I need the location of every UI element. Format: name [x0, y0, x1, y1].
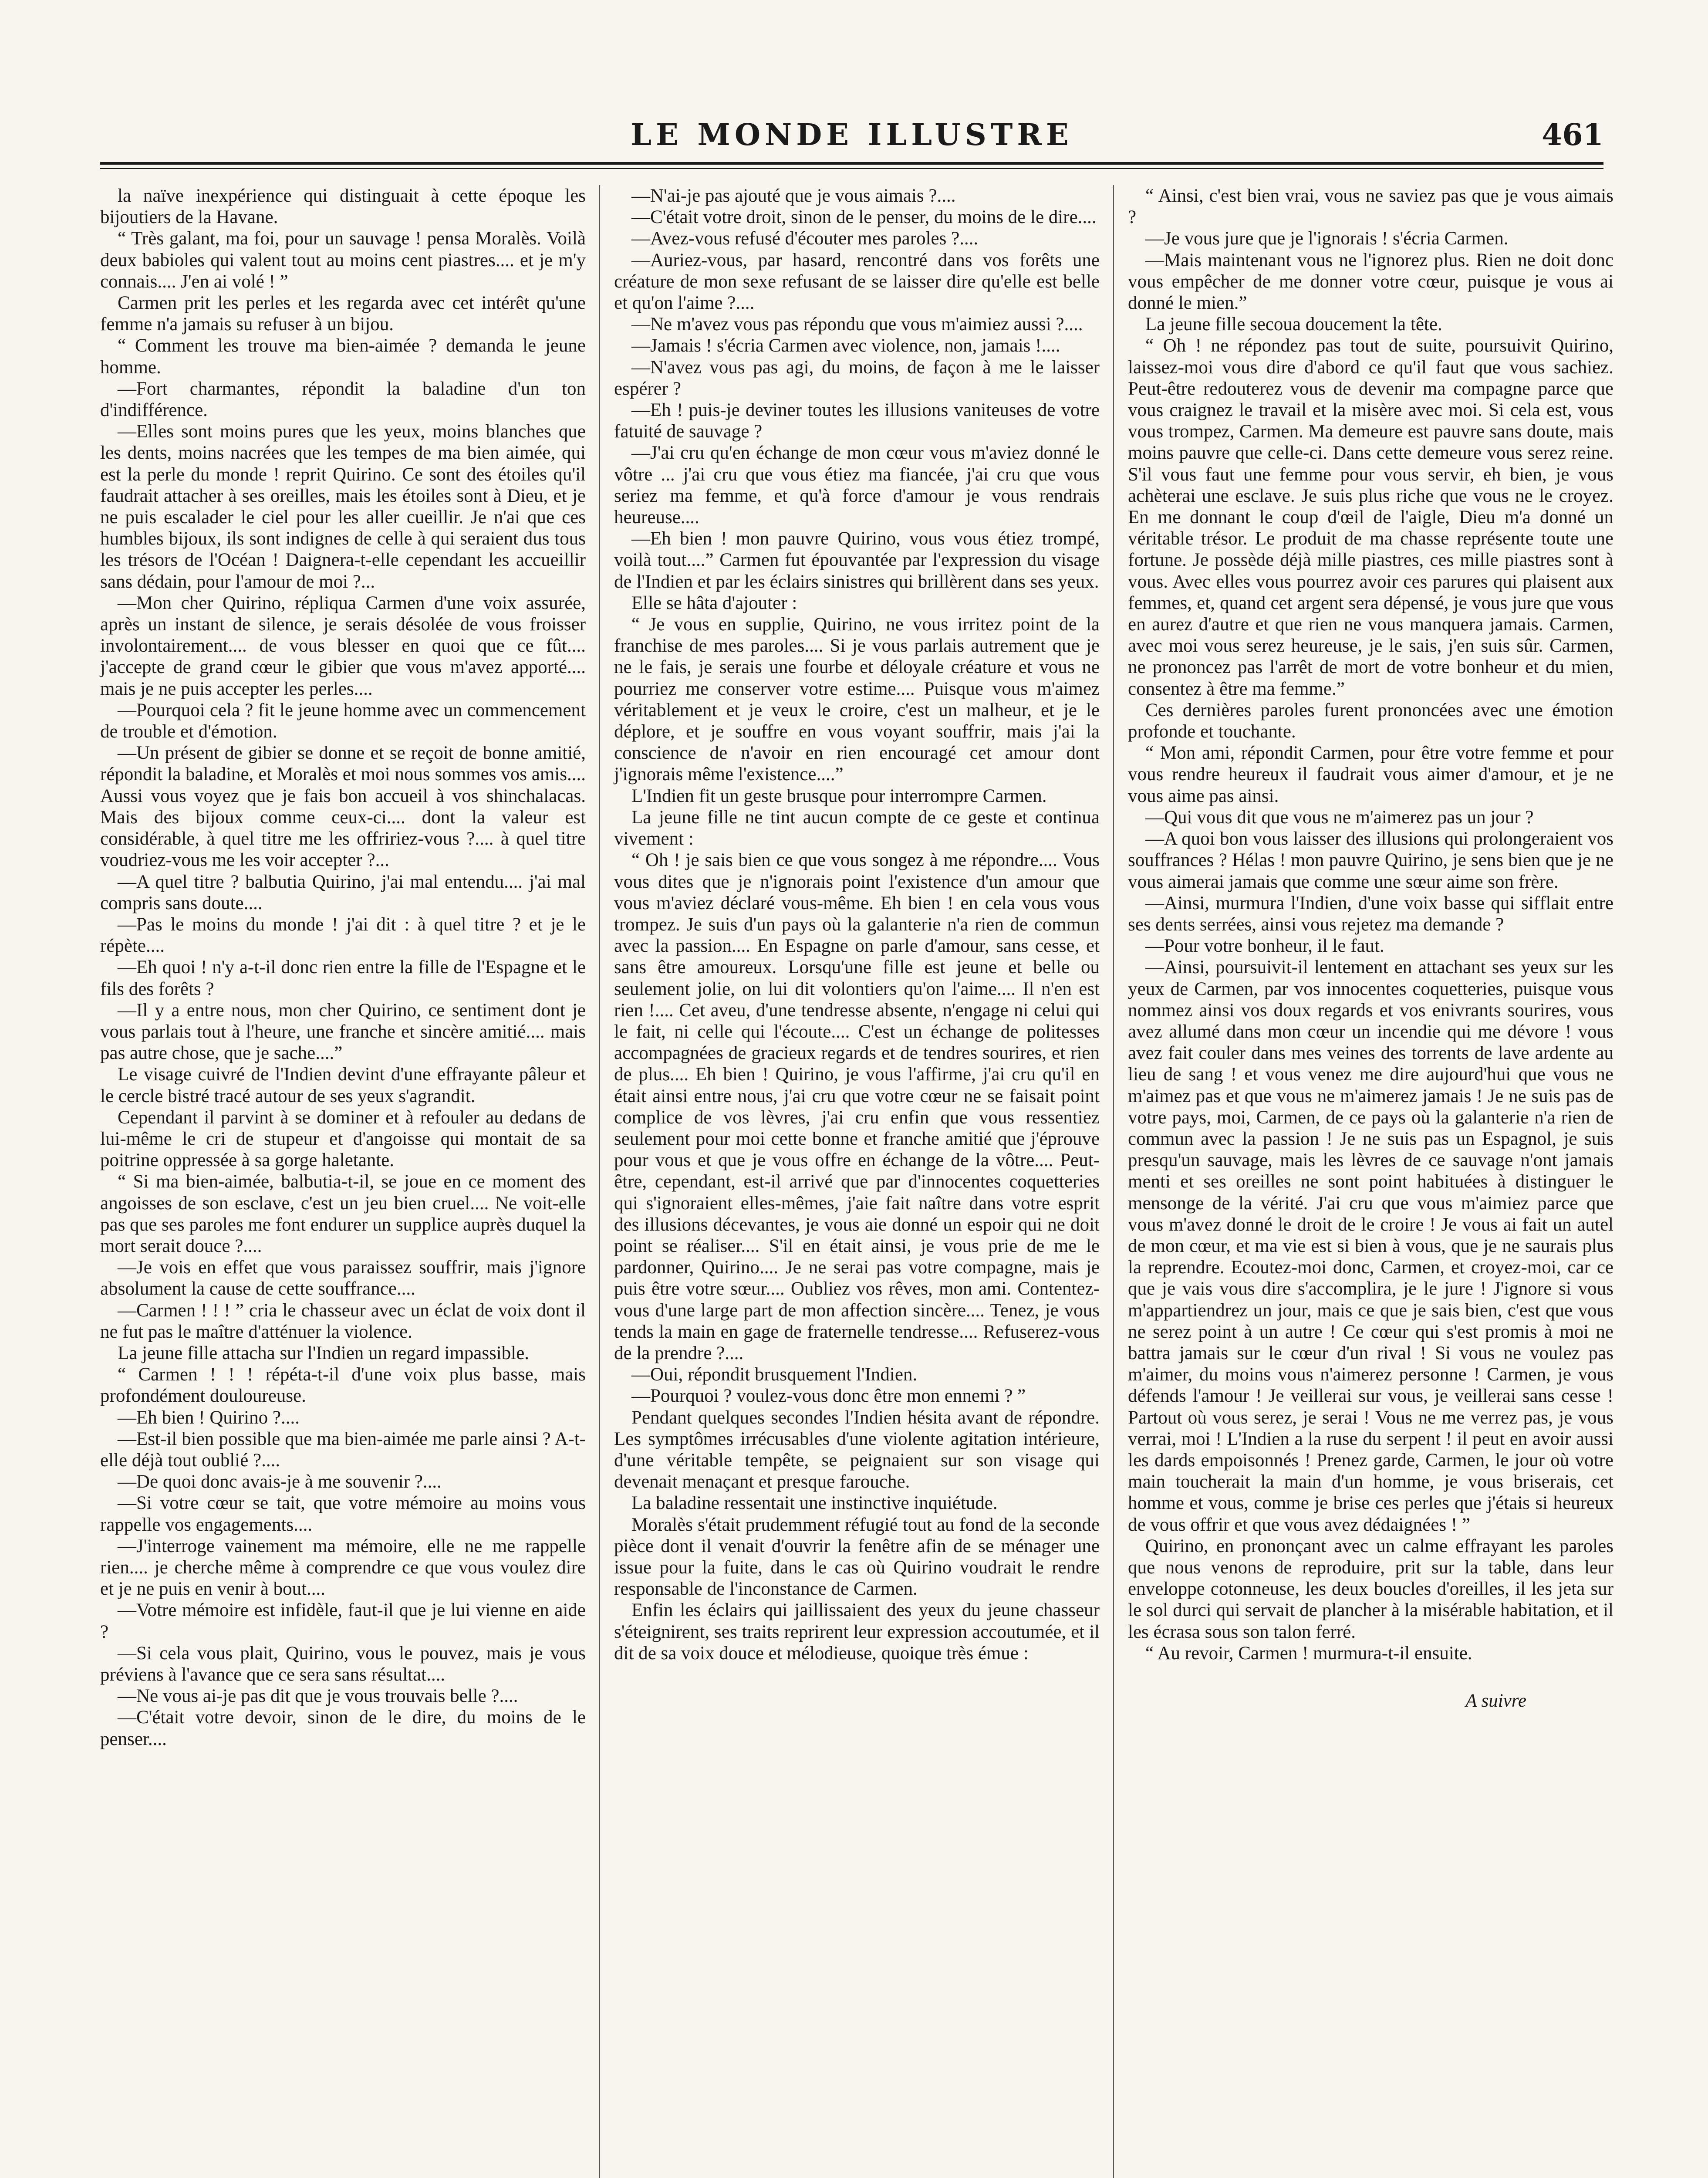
- paragraph: —N'ai-je pas ajouté que je vous aimais ?....: [631, 186, 956, 206]
- paragraph: L'Indien fit un geste brusque pour interrompre Carmen.: [631, 785, 1047, 806]
- paragraph: —Votre mémoire est infidèle, faut-il que je lui vienne en aide ?: [100, 1600, 586, 1642]
- paragraph: Carmen prit les perles et les regarda avec cet intérêt qu'une femme n'a jamais su refuser à un bijou.: [100, 293, 586, 335]
- continued-note: A suivre: [1465, 1691, 1526, 1711]
- text-column-2: [614, 185, 1100, 1664]
- paragraph: —Oui, répondit brusquement l'Indien.: [631, 1364, 918, 1385]
- column-divider: [599, 185, 600, 2178]
- paragraph: —Il y a entre nous, mon cher Quirino, ce sentiment dont je vous parlais tout à l'heure, une franche et sincère amitié.... mais pas autre chose, que je sache....”: [100, 1000, 586, 1064]
- paragraph: —Jamais ! s'écria Carmen avec violence, non, jamais !....: [631, 335, 1060, 356]
- paragraph: “ Si ma bien-aimée, balbutia-t-il, se joue en ce moment des angoisses de son esclave, c'est un jeu bien cruel.... Ne voit-elle pas que ses paroles me font endurer un supplice auprès duquel la mort serait douce ?....: [100, 1171, 586, 1256]
- paragraph: —Pourquoi ? voulez-vous donc être mon ennemi ? ”: [631, 1386, 1026, 1407]
- paragraph: —Je vois en effet que vous paraissez souffrir, mais j'ignore absolument la cause de cette souffrance....: [100, 1257, 586, 1299]
- paragraph: —A quel titre ? balbutia Quirino, j'ai mal entendu.... j'ai mal compris sans doute....: [100, 871, 586, 913]
- paragraph: —Auriez-vous, par hasard, rencontré dans vos forêts une créature de mon sexe refusant de se laisser dire qu'elle est belle et qu'on l'aime ?....: [614, 250, 1100, 314]
- paragraph: “ Très galant, ma foi, pour un sauvage ! pensa Moralès. Voilà deux babioles qui valent tout au moins cent piastres.... et je m'y connais.... J'en ai volé ! ”: [100, 228, 586, 292]
- text-column-3: [1128, 185, 1613, 1711]
- paragraph: —Un présent de gibier se donne et se reçoit de bonne amitié, répondit la baladine, et Moralès et moi nous sommes vos amis.... Aussi vous voyez que je fais bon accueil à vos shinchalacas. Mais des bijoux comme ceux-ci.... dont la valeur est considérable, à quel titre me les offririez-vous ?.... à quel titre voudriez-vous me les voir accepter ?...: [100, 743, 586, 871]
- paragraph: —Ainsi, poursuivit-il lentement en attachant ses yeux sur les yeux de Carmen, par vos innocentes coquetteries, puisque vous nommez ainsi vos doux regards et vos enivrants sourires, vous avez allumé dans mon cœur un incendie qui me dévore ! vous avez fait couler dans mes veines des torrents de lave ardente au lieu de sang ! et vous venez me dire aujourd'hui que vous ne m'aimez pas et que vous ne m'aimerez jamais ! Je ne suis pas de votre pays, moi, Carmen, de ce pays où la galanterie n'a rien de commun avec la passion ! Je ne suis pas un Espagnol, je suis presqu'un sauvage, mais les lèvres de ce sauvage n'ont jamais menti et ses oreilles ne sont point habituées à distinguer le mensonge de la vérité. J'ai cru que vous m'aimiez parce que vous m'avez donné le droit de le croire ! Je vous ai fait un autel de mon cœur, et ma vie est si bien à vous, que je ne saurais plus la reprendre. Ecoutez-moi donc, Carmen, et croyez-moi, car ce que je vais vous dire s'accomplira, je le jure ! J'ignore si vous m'appartiendrez un jour, mais ce que je sais bien, c'est que vous ne serez point à un autre ! Ce cœur qui s'est promis à moi ne battra jamais sur le cœur d'un rival ! Si vous ne voulez pas m'aimer, du moins vous n'aimerez personne ! Carmen, je vous défends l'amour ! Je veillerai sur vous, je veillerai sans cesse ! Partout où vous serez, je serai ! Vous ne me verrez pas, je vous verrai, moi ! L'Indien a la ruse du serpent ! il peut en avoir aussi les dards empoisonnés ! Prenez garde, Carmen, le jour où votre main toucherait la main d'un homme, je vous briserais, cet homme et vous, comme je brise ces perles que j'étais si heureux de vous offrir et que vous avez dédaignées ! ”: [1128, 957, 1613, 1535]
- paragraph: —Pas le moins du monde ! j'ai dit : à quel titre ? et je le répète....: [100, 914, 586, 957]
- paragraph: —Ne vous ai-je pas dit que je vous trouvais belle ?....: [118, 1686, 518, 1707]
- paragraph: La jeune fille attacha sur l'Indien un regard impassible.: [118, 1343, 530, 1363]
- paragraph: —J'interroge vainement ma mémoire, elle ne me rappelle rien.... je cherche même à comprendre ce que vous voulez dire et je ne puis en venir à bout....: [100, 1535, 586, 1600]
- paragraph: —C'était votre devoir, sinon de le dire, du moins de le penser....: [100, 1707, 586, 1749]
- paragraph: —Ainsi, murmura l'Indien, d'une voix basse qui sifflait entre ses dents serrées, ainsi vous rejetez ma demande ?: [1128, 893, 1613, 935]
- paragraph: —Pour votre bonheur, il le faut.: [1145, 936, 1384, 957]
- paragraph: —Eh bien ! Quirino ?....: [118, 1407, 300, 1428]
- paragraph: Le visage cuivré de l'Indien devint d'une effrayante pâleur et le cercle bistré tracé autour de ses yeux s'agrandit.: [100, 1064, 586, 1106]
- paragraph: —Eh ! puis-je deviner toutes les illusions vaniteuses de votre fatuité de sauvage ?: [614, 400, 1100, 442]
- paragraph: —Si votre cœur se tait, que votre mémoire au moins vous rappelle vos engagements....: [100, 1493, 586, 1535]
- paragraph: La jeune fille ne tint aucun compte de ce geste et continua vivement :: [614, 807, 1100, 849]
- paragraph: —A quoi bon vous laisser des illusions qui prolongeraient vos souffrances ? Hélas ! mon pauvre Quirino, je sens bien que je ne vous aimerai jamais que comme une sœur aime son frère.: [1128, 829, 1613, 892]
- paragraph: “ Oh ! ne répondez pas tout de suite, poursuivit Quirino, laissez-moi vous dire d'abord ce qu'il faut que vous sachiez. Peut-être redouterez vous de devenir ma compagne parce que vous craignez le travail et la misère avec moi. Si cela est, vous vous trompez, Carmen. Ma demeure est pauvre sans doute, mais moins pauvre que celle-ci. Dans cette demeure vous serez reine. S'il vous faut une femme pour vous servir, eh bien, je vous achèterai une esclave. Je suis plus riche que vous ne le croyez. En me donnant le coup d'œil de l'aigle, Dieu m'a donné un véritable trésor. Le produit de ma chasse représente toute une fortune. Je possède déjà mille piastres, ces mille piastres sont à vous. Avec elles vous pourrez avoir ces parures qui plaisent aux femmes, et, quand cet argent sera dépensé, je vous jure que vous en aurez d'autre et que rien ne vous manquera jamais. Carmen, avec moi vous serez heureuse, je le sais, j'en suis sûr. Carmen, ne prononcez pas l'arrêt de mort de votre bonheur et du mien, consentez à être ma femme.”: [1128, 335, 1613, 699]
- paragraph: —Eh bien ! mon pauvre Quirino, vous vous étiez trompé, voilà tout....” Carmen fut épouvantée par l'expression du visage de l'Indien et par les éclairs sinistres qui brillèrent dans ses yeux.: [614, 528, 1100, 592]
- header-rule-thick: [100, 162, 1603, 165]
- page-header: [100, 109, 1603, 157]
- header-rule-thin: [100, 168, 1603, 169]
- paragraph: —Est-il bien possible que ma bien-aimée me parle ainsi ? A-t-elle déjà tout oublié ?....: [100, 1428, 586, 1471]
- paragraph: —Avez-vous refusé d'écouter mes paroles ?....: [631, 228, 979, 249]
- paragraph: “ Oh ! je sais bien ce que vous songez à me répondre.... Vous vous dites que je n'ignorais point l'existence d'un amour que vous m'aviez déclaré vous-même. Eh bien ! en cela vous vous trompez. Je suis d'un pays où la galanterie n'a rien de commun avec la passion.... En Espagne on parle d'amour, sans cesse, et sans être amoureux. Lorsqu'une fille est jeune et belle ou seulement jolie, on lui dit volontiers qu'on l'aime.... Il n'en est rien !.... Cet aveu, d'une tendresse absente, n'engage ni celui qui le fait, ni celle qui l'écoute.... C'est un échange de politesses accompagnées de gracieux regards et de tendres sourires, et rien de plus.... Eh bien ! Quirino, je vous l'affirme, j'ai cru qu'il en était ainsi entre nous, j'ai cru que votre cœur ne se faisait point complice de vos lèvres, j'ai cru enfin que vous ressentiez seulement pour moi cette bonne et franche amitié que j'éprouve pour vous et que je vous offre en échange de la vôtre.... Peut-être, cependant, est-il arrivé que par d'innocentes coquetteries qui s'ignoraient elles-mêmes, j'aie fait naître dans votre esprit des illusions décevantes, je vous aie donné un espoir qui ne doit point se réaliser.... S'il en était ainsi, je vous prie de me le pardonner, Quirino.... Je ne serai pas votre compagne, mais je puis être votre sœur.... Oubliez vos rêves, mon ami. Contentez-vous d'une large part de mon affection sincère.... Tenez, je vous tends la main en gage de fraternelle tendresse.... Refuserez-vous de la prendre ?....: [614, 850, 1100, 1363]
- paragraph: Cependant il parvint à se dominer et à refouler au dedans de lui-même le cri de stupeur et d'angoisse qui montait de sa poitrine oppressée à sa gorge haletante.: [100, 1107, 586, 1171]
- paragraph: Pendant quelques secondes l'Indien hésita avant de répondre. Les symptômes irrécusables d'une violente agitation intérieure, d'une véritable tempête, se peignaient sur son visage qui devenait menaçant et presque farouche.: [614, 1407, 1100, 1492]
- paragraph: —Ne m'avez vous pas répondu que vous m'aimiez aussi ?....: [631, 314, 1083, 335]
- column-divider: [1113, 185, 1114, 2178]
- paragraph: —Mon cher Quirino, répliqua Carmen d'une voix assurée, après un instant de silence, je serais désolée de vous froisser involontairement.... de vous blesser en quoi que ce fût.... j'accepte de grand cœur le gibier que vous m'avez apporté.... mais je ne puis accepter les perles....: [100, 592, 586, 699]
- page-number: 461: [1542, 118, 1603, 152]
- paragraph: —De quoi donc avais-je à me souvenir ?....: [118, 1471, 442, 1492]
- paragraph: —Je vous jure que je l'ignorais ! s'écria Carmen.: [1145, 228, 1509, 249]
- paragraph: —Pourquoi cela ? fit le jeune homme avec un commencement de trouble et d'émotion.: [100, 700, 586, 742]
- paragraph: —Si cela vous plait, Quirino, vous le pouvez, mais je vous préviens à l'avance que ce sera sans résultat....: [100, 1643, 586, 1685]
- paragraph: “ Carmen ! ! ! répéta-t-il d'une voix plus basse, mais profondément douloureuse.: [100, 1364, 586, 1407]
- paragraph: —N'avez vous pas agi, du moins, de façon à me le laisser espérer ?: [614, 357, 1100, 399]
- text-column-1: [100, 185, 586, 1750]
- paragraph: Ces dernières paroles furent prononcées avec une émotion profonde et touchante.: [1128, 700, 1613, 742]
- paragraph: La jeune fille secoua doucement la tête.: [1145, 314, 1442, 335]
- paragraph: Enfin les éclairs qui jaillissaient des yeux du jeune chasseur s'éteignirent, ses traits reprirent leur expression accoutumée, et il dit de sa voix douce et mélodieuse, quoique très émue :: [614, 1600, 1100, 1664]
- paragraph: “ Au revoir, Carmen ! murmura-t-il ensuite.: [1145, 1643, 1472, 1664]
- paragraph: —C'était votre droit, sinon de le penser, du moins de le dire....: [631, 207, 1097, 228]
- paragraph: Quirino, en prononçant avec un calme effrayant les paroles que nous venons de reproduire, prit sur la table, dans leur enveloppe cotonneuse, les deux boucles d'oreilles, il les jeta sur le sol durci qui servait de plancher à la misérable habitation, et il les écrasa sous son talon ferré.: [1128, 1535, 1613, 1642]
- masthead: LE MONDE ILLUSTRE: [631, 118, 1073, 152]
- paragraph: —J'ai cru qu'en échange de mon cœur vous m'aviez donné le vôtre ... j'ai cru que vous étiez ma fiancée, j'ai cru que vous seriez ma femme, et qu'à force d'amour je vous rendrais heureuse....: [614, 443, 1100, 528]
- paragraph: —Eh quoi ! n'y a-t-il donc rien entre la fille de l'Espagne et le fils des forêts ?: [100, 957, 586, 999]
- paragraph: La baladine ressentait une instinctive inquiétude.: [631, 1493, 998, 1514]
- paragraph: —Qui vous dit que vous ne m'aimerez pas un jour ?: [1145, 807, 1534, 828]
- paragraph: Elle se hâta d'ajouter :: [631, 592, 797, 613]
- paragraph: “ Je vous en supplie, Quirino, ne vous irritez point de la franchise de mes paroles.... Si je vous parlais autrement que je ne le fais, je serais une fourbe et déloyale créature et vous ne pourriez me conserver votre estime.... Puisque vous m'aimez véritablement et je veux le croire, c'est un malheur, et je le déplore, et je souffre en vous voyant souffrir, mais j'ai la conscience de n'avoir en rien encouragé cet amour dont j'ignorais même l'existence....”: [614, 614, 1100, 785]
- paragraph: —Carmen ! ! ! ” cria le chasseur avec un éclat de voix dont il ne fut pas le maître d'atténuer la violence.: [100, 1300, 586, 1342]
- paragraph: —Fort charmantes, répondit la baladine d'un ton d'indifférence.: [100, 378, 586, 421]
- paragraph: —Mais maintenant vous ne l'ignorez plus. Rien ne doit donc vous empêcher de me donner votre cœur, puisque je vous ai donné le mien.”: [1128, 250, 1613, 314]
- paragraph: Moralès s'était prudemment réfugié tout au fond de la seconde pièce dont il venait d'ouvrir la fenêtre afin de se ménager une issue pour la fuite, dans le cas où Quirino voudrait le rendre responsable de l'inconstance de Carmen.: [614, 1514, 1100, 1600]
- paragraph: la naïve inexpérience qui distinguait à cette époque les bijoutiers de la Havane.: [100, 186, 586, 228]
- paragraph: “ Ainsi, c'est bien vrai, vous ne saviez pas que je vous aimais ?: [1128, 186, 1613, 228]
- paragraph: “ Comment les trouve ma bien-aimée ? demanda le jeune homme.: [100, 335, 586, 378]
- paragraph: “ Mon ami, répondit Carmen, pour être votre femme et pour vous rendre heureux il faudrait vous aimer d'amour, et je ne vous aime pas ainsi.: [1128, 743, 1613, 806]
- paragraph: —Elles sont moins pures que les yeux, moins blanches que les dents, moins nacrées que les tempes de ma bien aimée, qui est la perle du monde ! reprit Quirino. Ce sont des étoiles qu'il faudrait attacher à ses oreilles, mais les étoiles sont à Dieu, et je ne puis escalader le ciel pour les aller cueillir. Je n'ai que ces humbles bijoux, ils sont indignes de celle à qui seraient dus tous les trésors de l'Océan ! Daignera-t-elle cependant les accueillir sans dédain, pour l'amour de moi ?...: [100, 421, 586, 592]
